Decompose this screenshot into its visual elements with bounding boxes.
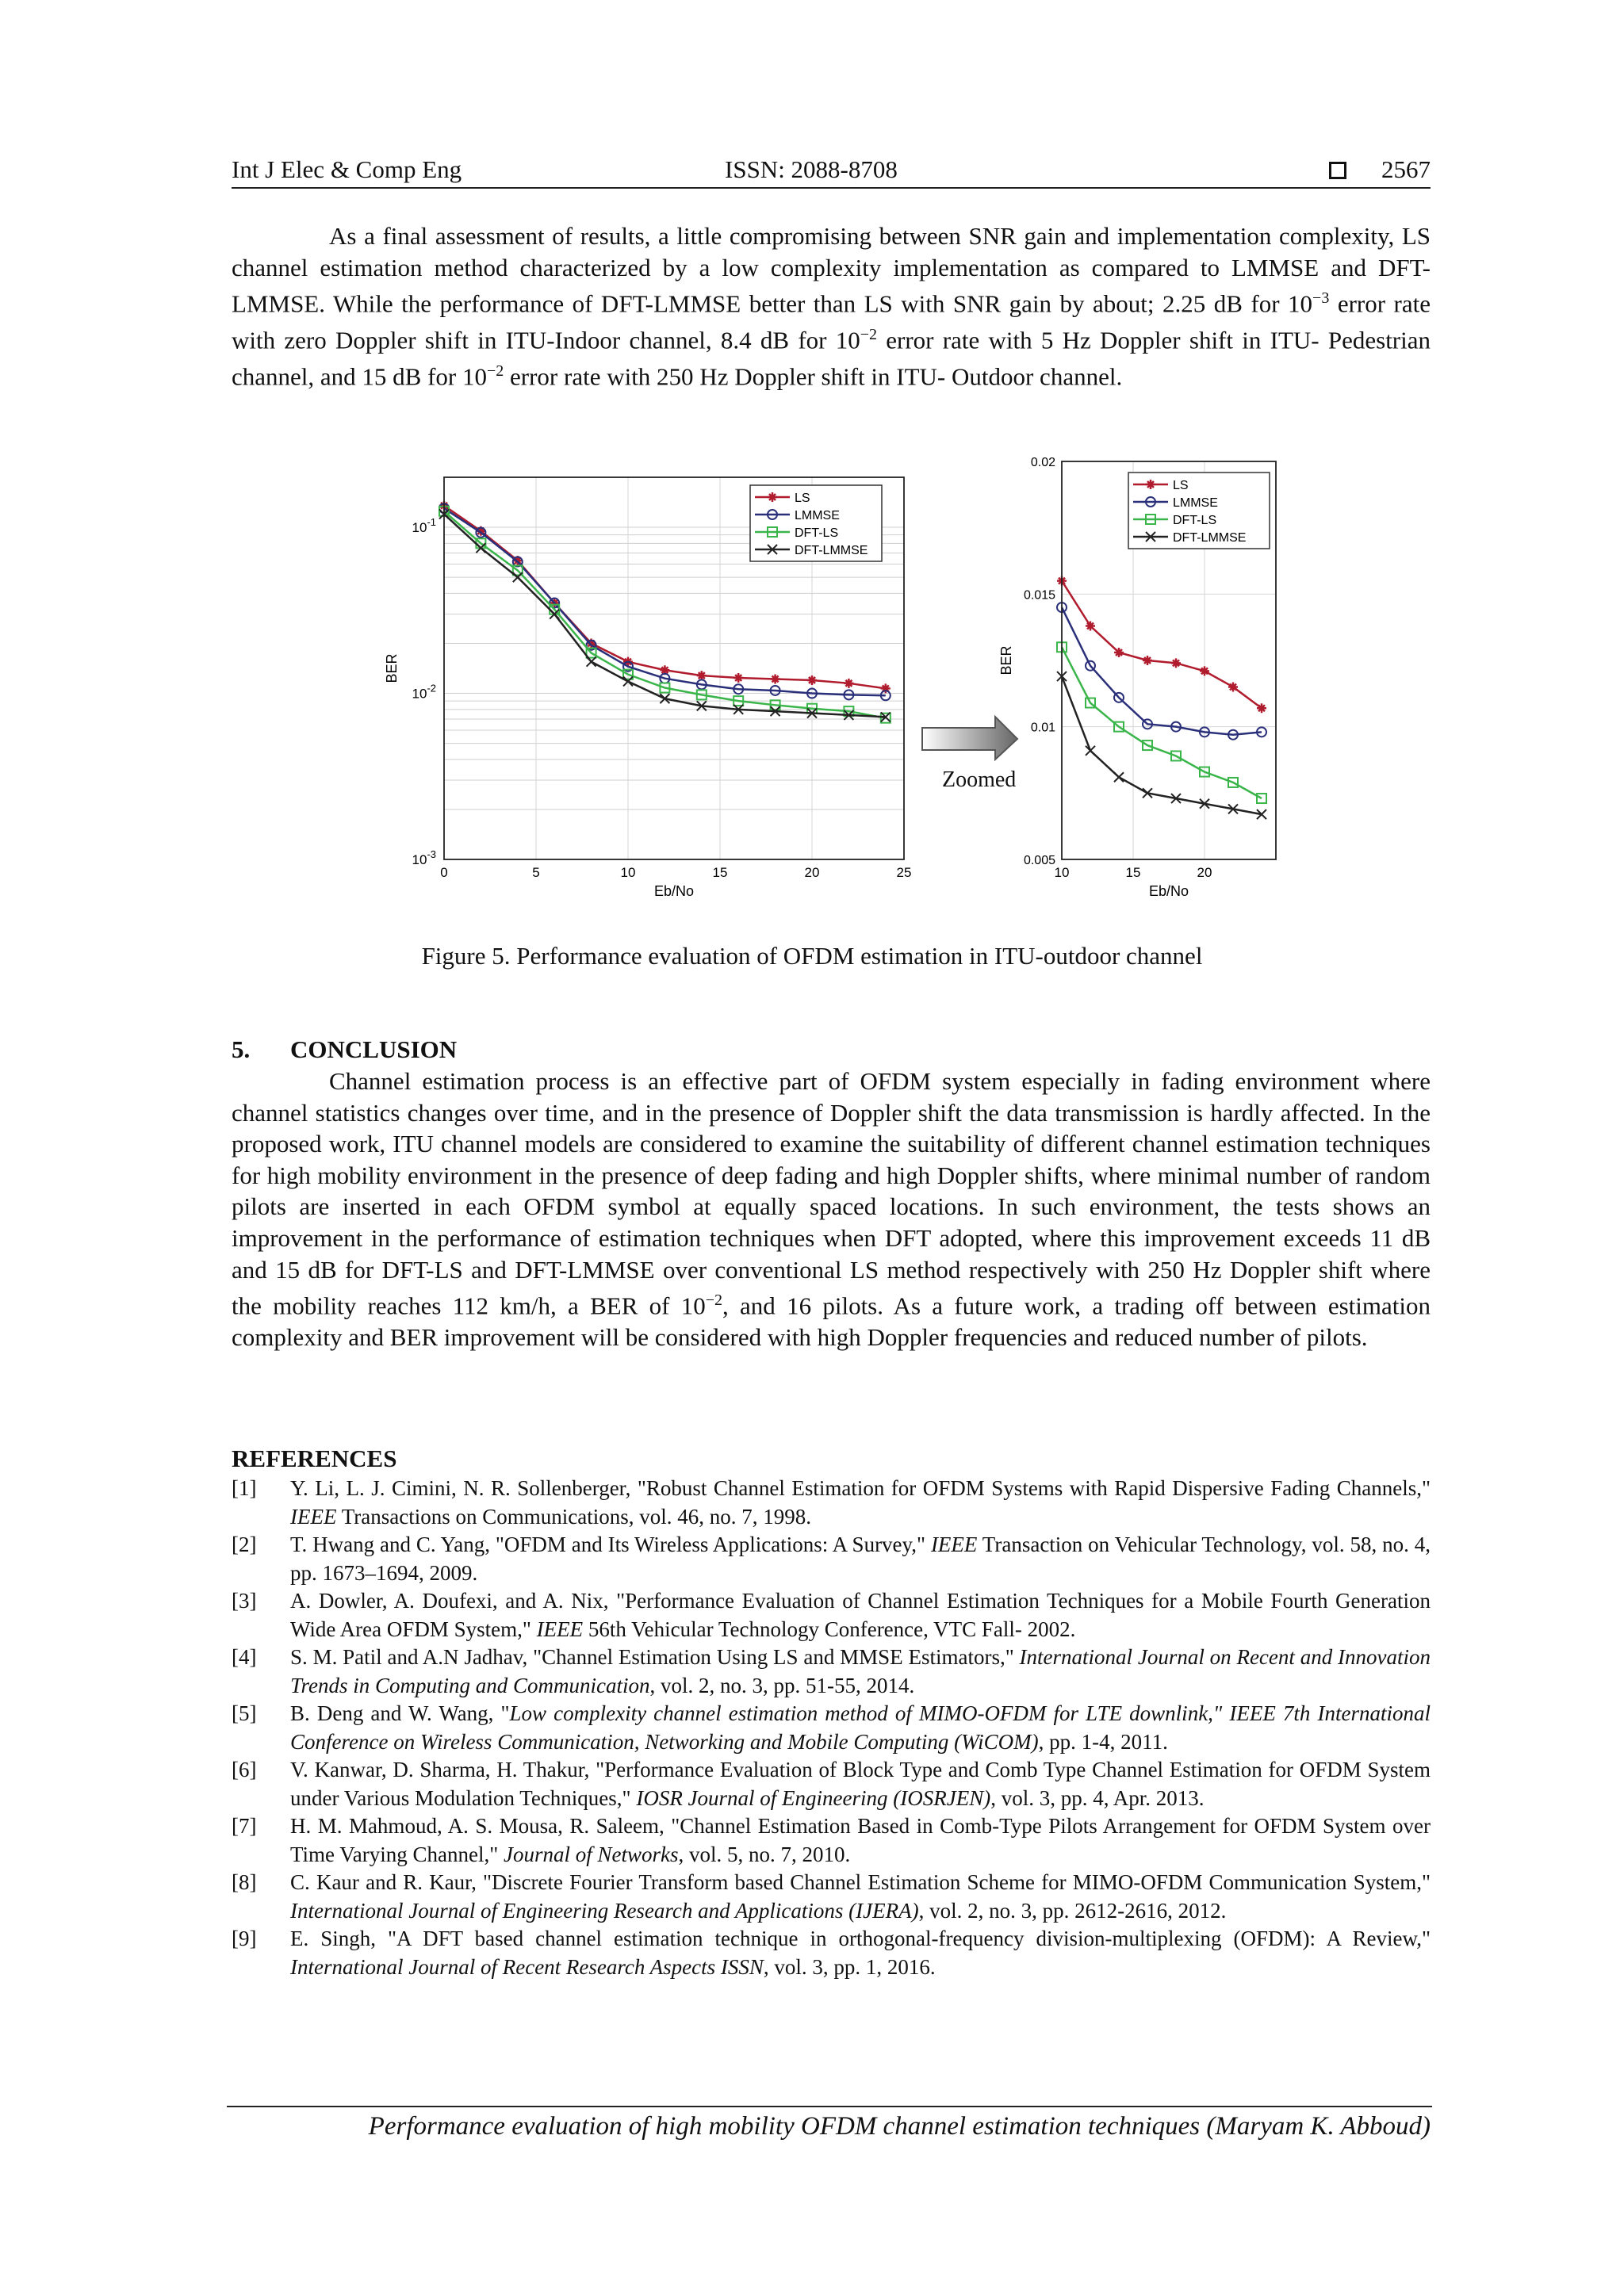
issn: ISSN: 2088-8708 [725, 155, 898, 183]
intro-paragraph: As a final assessment of results, a little compromising between SNR gain and implementation complexity, LS channel estimation method characterized by a low complexity implementation as compared to LMMSE and DFT-LMMSE. While the performance of DFT-LMMSE better than LS with SNR gain by about; 2.25 dB for $10^{-3}$ error rate with zero Doppler shift in ITU-Indoor channel, 8.4 dB for $10^{-2}$ error rate with 5 Hz Doppler shift in ITU- Pedestrian channel, and 15 dB for $10^{-2}$ error rate with 250 Hz Doppler shift in ITU- Outdoor channel. [232, 222, 1431, 391]
legend-label: DFT-LMMSE [1173, 531, 1247, 545]
reference-item: [1] Y. Li, L. J. Cimini, N. R. Sollenberger, "Robust Channel Estimation for OFDM Systems with Rapid Dispersive Fading Channels," IEEE Transactions on Communications, vol. 46, no. 7, 1998. [232, 1476, 1431, 1529]
y-tick-label: 0.01 [1030, 721, 1055, 735]
y-tick-label: $10^{-3}$ [412, 848, 436, 867]
y-axis-label: BER [384, 653, 400, 683]
reference-item: [9] E. Singh, "A DFT based channel estimation technique in orthogonal-frequency division-multiplexing (OFDM): A Review," International Journal of Recent Research Aspects ISSN, vol. 3, pp. 1, 2016. [232, 1927, 1431, 1979]
reference-item: [6] V. Kanwar, D. Sharma, H. Thakur, "Performance Evaluation of Block Type and Comb Type Channel Estimation for OFDM System under Various Modulation Techniques," IOSR Journal of Engineering (IOSRJEN), vol. 3, pp. 4, Apr. 2013. [232, 1758, 1431, 1810]
footer-title: Performance evaluation of high mobility OFDM channel estimation techniques (Maryam K. Abboud) [368, 2112, 1431, 2141]
y-tick-label: 0.02 [1030, 456, 1055, 469]
square-icon [1329, 162, 1346, 179]
figure-5 [0, 444, 1624, 920]
y-tick-label: 0.005 [1023, 854, 1055, 867]
x-tick-label: 10 [620, 865, 636, 880]
x-tick-label: 15 [712, 865, 728, 880]
reference-item: [4] S. M. Patil and A.N Jadhav, "Channel Estimation Using LS and MMSE Estimators," International Journal on Recent and Innovation Trends in Computing and Communication, vol. 2, no. 3, pp. 51-55, 2014. [232, 1645, 1431, 1697]
section-heading: 5. CONCLUSION [232, 1035, 458, 1063]
journal-name: Int J Elec & Comp Eng [232, 155, 462, 183]
y-axis-label: BER [998, 645, 1014, 675]
reference-item: [3] A. Dowler, A. Doufexi, and A. Nix, "Performance Evaluation of Channel Estimation Techniques for a Mobile Fourth Generation Wide Area OFDM System," IEEE 56th Vehicular Technology Conference, VTC Fall- 2002. [232, 1589, 1431, 1641]
legend-label: DFT-LMMSE [795, 544, 868, 557]
x-tick-label: 20 [804, 865, 820, 880]
y-tick-label: $10^{-1}$ [412, 516, 436, 536]
x-axis-label: Eb/No [1148, 883, 1189, 899]
y-tick-label: 0.015 [1023, 588, 1055, 603]
x-tick-label: 10 [1054, 865, 1070, 880]
y-tick-label: $10^{-2}$ [412, 682, 436, 702]
reference-item: [5] B. Deng and W. Wang, "Low complexity channel estimation method of MIMO-OFDM for LTE downlink," IEEE 7th International Conference on Wireless Communication, Networking and Mobile Computing (WiCOM), pp. 1-4, 2011. [232, 1701, 1431, 1754]
figure-caption: Figure 5. Performance evaluation of OFDM estimation in ITU-outdoor channel [421, 942, 1203, 970]
x-tick-label: 15 [1125, 865, 1141, 880]
page-number: 2567 [1329, 155, 1431, 184]
reference-item: [2] T. Hwang and C. Yang, "OFDM and Its Wireless Applications: A Survey," IEEE Transaction on Vehicular Technology, vol. 58, no. 4, pp. 1673–1694, 2009. [232, 1533, 1431, 1585]
legend-label: LMMSE [1173, 496, 1218, 510]
legend-label: DFT-LS [1173, 514, 1217, 527]
chart-zoom [995, 444, 1281, 920]
x-tick-label: 20 [1197, 865, 1212, 880]
legend-label: LMMSE [795, 509, 840, 522]
conclusion-paragraph: Channel estimation process is an effective part of OFDM system especially in fading environment where channel statistics changes over time, and in the presence of Doppler shift the data transmission is hardly affected. In the proposed work, ITU channel models are considered to examine the suitability of different channel estimation techniques for high mobility environment in the presence of deep fading and high Doppler shifts, where minimal number of random pilots are inserted in each OFDM symbol at equally spaced locations. In such environment, the tests shows an improvement in the performance of estimation techniques when DFT adopted, where this improvement exceeds 11 dB and 15 dB for DFT-LS and DFT-LMMSE over conventional LS method respectively with 250 Hz Doppler shift where the mobility reaches 112 km/h, a BER of $10^{-2}$, and 16 pilots. As a future work, a trading off between estimation complexity and BER improvement will be considered with high Doppler frequencies and reduced number of pilots. [232, 1067, 1431, 1352]
footer-divider [227, 2106, 1432, 2107]
x-tick-label: 0 [440, 865, 448, 880]
chart-main [373, 444, 944, 920]
references-heading: REFERENCES [232, 1445, 397, 1472]
legend-label: DFT-LS [795, 526, 839, 540]
x-tick-label: 25 [896, 865, 912, 880]
reference-list [232, 1475, 1431, 1981]
zoom-label: Zoomed [942, 767, 1017, 792]
reference-item: [7] H. M. Mahmoud, A. S. Mousa, R. Saleem, "Channel Estimation Based in Comb-Type Pilots Arrangement for OFDM System over Time Varying Channel," Journal of Networks, vol. 5, no. 7, 2010. [232, 1814, 1431, 1866]
x-axis-label: Eb/No [653, 883, 695, 899]
x-tick-label: 5 [532, 865, 540, 880]
reference-item: [8] C. Kaur and R. Kaur, "Discrete Fourier Transform based Channel Estimation Scheme for MIMO-OFDM Communication System," International Journal of Engineering Research and Applications (IJERA), vol. 2, no. 3, pp. 2612-2616, 2012. [232, 1870, 1431, 1923]
running-header [232, 155, 1431, 189]
legend-label: LS [795, 492, 810, 505]
legend-label: LS [1173, 479, 1189, 492]
